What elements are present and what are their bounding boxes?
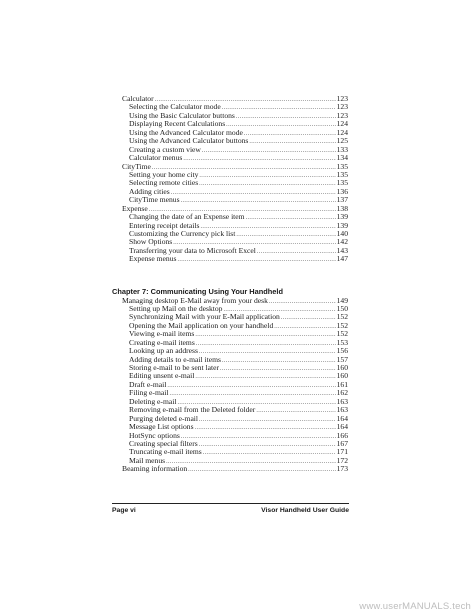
toc-entry-title: Mail menus [129, 455, 166, 465]
toc-entry-title: Customizing the Currency pick list [129, 229, 236, 238]
toc-entry-title: Deleting e-mail [129, 396, 177, 406]
toc-leader-dots [236, 231, 335, 239]
toc-leader-dots [274, 323, 335, 331]
toc-entry-page: 123 [336, 94, 348, 103]
toc-entry-title: Using the Advanced Calculator mode [129, 127, 243, 137]
toc-entry-page: 139 [336, 212, 348, 222]
toc-entry-page: 124 [336, 127, 348, 137]
toc-entry-title: HotSync options [129, 430, 180, 440]
toc-leader-dots [199, 416, 336, 424]
toc-entry-title: Entering receipt details [129, 220, 200, 230]
toc-entry-page: 124 [336, 119, 348, 129]
toc-entry-title: Message List options [129, 422, 194, 432]
toc-leader-dots [199, 180, 335, 188]
toc-entry-page: 152 [336, 329, 348, 339]
toc-entry-title: Setting your home city [129, 169, 199, 179]
toc-entry-title: Opening the Mail application on your handheld [129, 320, 274, 330]
toc-entry-page: 135 [336, 169, 348, 179]
toc-entry-title: Displaying Recent Calculations [129, 119, 226, 129]
toc-leader-dots [244, 130, 336, 138]
toc-entry-title: Managing desktop E-Mail away from your desk [122, 295, 268, 305]
toc-entry-title: Calculator [122, 94, 154, 103]
toc-entry-title: Creating e-mail items [129, 337, 195, 347]
toc-entry-page: 167 [336, 438, 348, 448]
toc-entry-page: 140 [336, 229, 348, 238]
toc-leader-dots [222, 357, 336, 365]
toc-entry-title: Changing the date of an Expense item [129, 212, 245, 222]
toc-leader-dots [256, 407, 335, 415]
toc-entry-page: 166 [336, 430, 348, 440]
toc-leader-dots [196, 340, 336, 348]
toc-entry-page: 147 [336, 254, 348, 264]
toc-section-calculator-expense [122, 95, 348, 264]
toc-entry-page: 164 [336, 413, 348, 423]
toc-leader-dots [195, 424, 336, 432]
toc-entry-title: Draft e-mail [129, 379, 167, 389]
toc-entry-page: 164 [336, 422, 348, 432]
toc-entry[interactable] [122, 196, 348, 204]
toc-leader-dots [199, 172, 335, 180]
toc-entry-title: Show Options [129, 237, 173, 247]
toc-leader-dots [203, 449, 336, 457]
toc-section-chapter-7 [122, 297, 348, 474]
toc-leader-dots [188, 466, 335, 474]
toc-entry-page: 161 [336, 379, 348, 389]
toc-leader-dots [257, 248, 336, 256]
toc-entry-page: 123 [336, 102, 348, 112]
toc-entry-page: 163 [336, 396, 348, 406]
toc-entry-page: 149 [336, 295, 348, 305]
toc-entry[interactable] [122, 465, 348, 473]
toc-entry-page: 160 [336, 371, 348, 381]
toc-leader-dots [249, 138, 335, 146]
toc-entry-page: 163 [336, 405, 348, 415]
toc-leader-dots [181, 433, 336, 441]
toc-entry-title: CityTime [122, 161, 151, 171]
toc-entry-page: 150 [336, 303, 348, 313]
footer-divider [112, 503, 349, 504]
toc-leader-dots [202, 147, 336, 155]
toc-entry-title: Beaming information [122, 464, 188, 474]
toc-entry-title: Setting up Mail on the desktop [129, 303, 223, 313]
toc-leader-dots [199, 441, 336, 449]
toc-entry-title: Synchronizing Mail with your E-Mail application [129, 312, 280, 322]
toc-entry[interactable] [122, 255, 348, 263]
toc-entry-page: 152 [336, 312, 348, 322]
toc-entry-title: Truncating e-mail items [129, 447, 202, 457]
toc-entry-page: 153 [336, 337, 348, 347]
toc-entry-title: Removing e-mail from the Deleted folder [129, 405, 256, 415]
toc-entry-page: 160 [336, 363, 348, 372]
toc-entry-page: 138 [336, 203, 348, 213]
toc-entry-title: Filing e-mail [129, 388, 169, 398]
toc-leader-dots [166, 458, 336, 466]
toc-entry-page: 137 [336, 195, 348, 205]
toc-entry-page: 162 [336, 388, 348, 398]
toc-entry-title: Using the Basic Calculator buttons [129, 110, 235, 120]
toc-entry-title: CityTime menus [129, 195, 180, 205]
toc-leader-dots [246, 214, 336, 222]
footer-page-number: Page vi [112, 507, 136, 514]
toc-entry-page: 134 [336, 153, 348, 163]
toc-entry-page: 152 [336, 320, 348, 330]
toc-entry-title: Expense menus [129, 254, 177, 264]
toc-entry-title: Adding details to e-mail items [129, 354, 221, 364]
toc-entry-page: 142 [336, 237, 348, 247]
toc-entry-title: Adding cities [129, 186, 170, 196]
toc-entry[interactable] [122, 154, 348, 162]
toc-entry-title: Expense [122, 203, 148, 213]
toc-entry-title: Editing unsent e-mail [129, 371, 195, 381]
toc-entry-title: Calculator menus [129, 153, 183, 163]
toc-entry-page: 123 [336, 110, 348, 120]
toc-leader-dots [169, 390, 335, 398]
toc-entry-page: 173 [336, 464, 348, 474]
toc-entry-page: 171 [336, 447, 348, 457]
toc-entry-page: 133 [336, 144, 348, 154]
toc-entry-title: Creating special filters [129, 438, 198, 448]
toc-entry-page: 143 [336, 245, 348, 255]
toc-entry-title: Purging deleted e-mail [129, 413, 199, 423]
toc-leader-dots [177, 256, 335, 264]
toc-entry-title: Transferring your data to Microsoft Excel [129, 245, 256, 255]
toc-leader-dots [236, 113, 336, 121]
toc-entry-title: Using the Advanced Calculator buttons [129, 136, 249, 146]
toc-entry-page: 135 [336, 161, 348, 171]
toc-entry-title: Storing e-mail to be sent later [129, 363, 220, 372]
toc-entry-page: 157 [336, 354, 348, 364]
toc-leader-dots [167, 382, 335, 390]
toc-leader-dots [181, 197, 336, 205]
toc-entry-page: 139 [336, 220, 348, 230]
toc-leader-dots [281, 314, 336, 322]
toc-entry-title: Creating a custom view [129, 144, 201, 154]
toc-entry-page: 125 [336, 136, 348, 146]
toc-leader-dots [220, 365, 336, 373]
toc-entry-title: Viewing e-mail items [129, 329, 195, 339]
toc-entry-title: Selecting the Calculator mode [129, 102, 221, 112]
footer-book-title: Visor Handheld User Guide [261, 507, 349, 514]
chapter-heading: Chapter 7: Communicating Using Your Handheld [112, 287, 283, 296]
toc-entry-page: 135 [336, 178, 348, 188]
toc-leader-dots [171, 189, 336, 197]
toc-entry-page: 136 [336, 186, 348, 196]
toc-leader-dots [195, 373, 335, 381]
toc-leader-dots [222, 104, 336, 112]
toc-entry-page: 156 [336, 346, 348, 356]
toc-entry-page: 172 [336, 455, 348, 465]
watermark: www.userMANUALS.tech [359, 601, 471, 612]
toc-leader-dots [269, 298, 336, 306]
toc-entry-title: Selecting remote cities [129, 178, 199, 188]
toc-leader-dots [183, 155, 335, 163]
toc-entry-title: Looking up an address [129, 346, 198, 356]
toc-leader-dots [195, 331, 335, 339]
